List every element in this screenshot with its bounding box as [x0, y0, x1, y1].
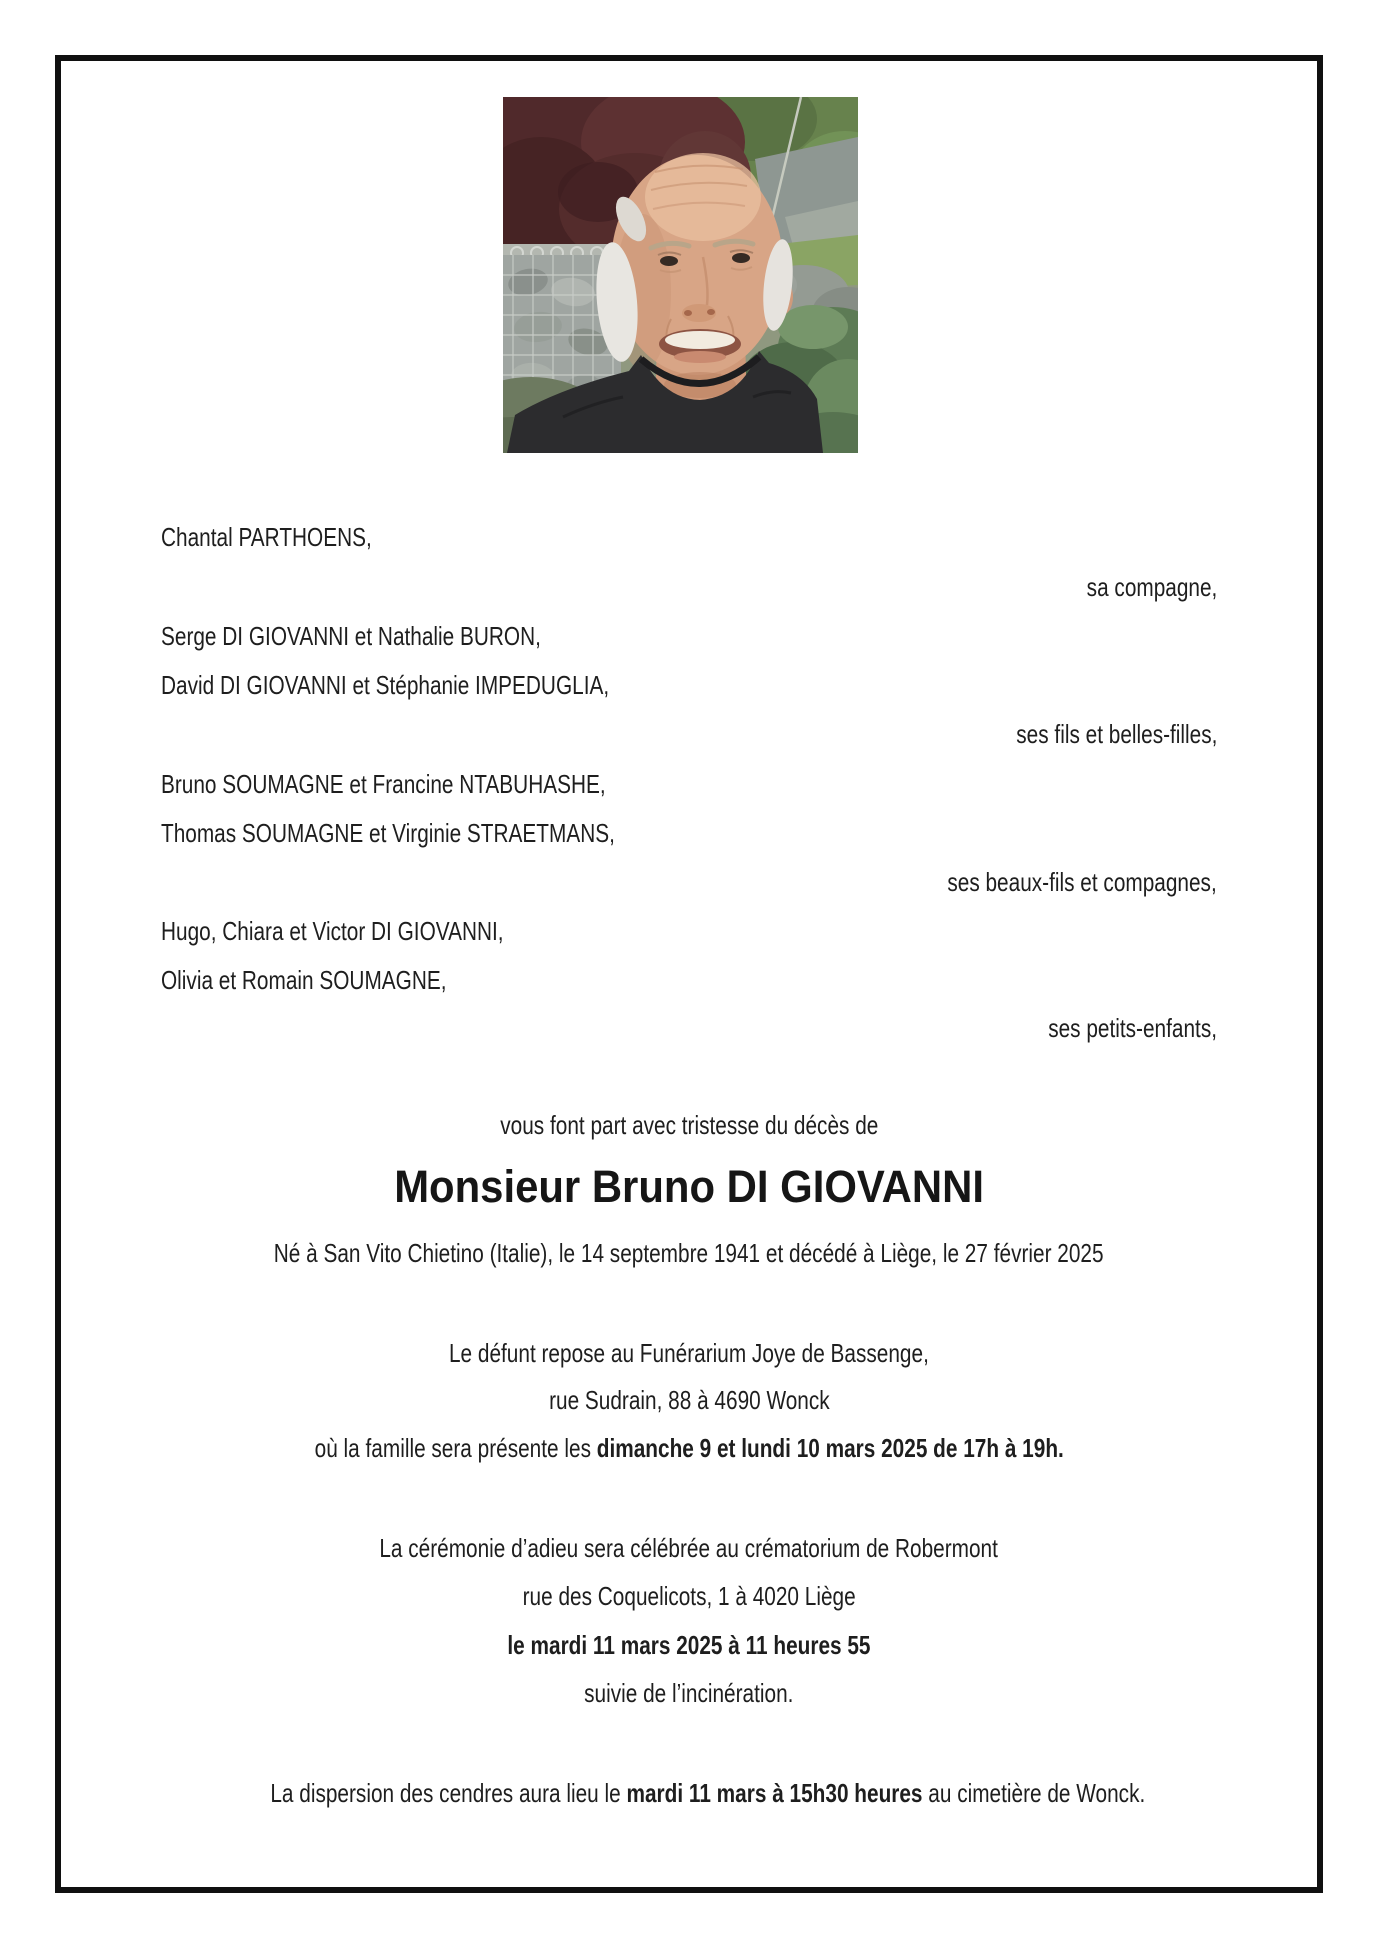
announcement-intro-text: vous font part avec tristesse du décès de: [499, 1110, 879, 1140]
family-line-3: [161, 669, 1217, 701]
relation-label-fils-text: ses fils et belles-filles,: [1015, 719, 1217, 749]
family-line-4-text: Bruno SOUMAGNE et Francine NTABUHASHE,: [161, 769, 606, 799]
ceremony-datetime-text: le mardi 11 mars 2025 à 11 heures 55: [507, 1630, 871, 1660]
cremation-note-text: suivie de l’incinération.: [584, 1678, 794, 1708]
repose-location-text: Le défunt repose au Funérarium Joye de Bassenge,: [449, 1338, 929, 1368]
family-line-1: [161, 521, 1217, 553]
life-dates-text: Né à San Vito Chietino (Italie), le 14 septembre 1941 et décédé à Liège, le 27 février 2025: [274, 1238, 1104, 1268]
visitation-times-prefix: où la famille sera présente les: [314, 1433, 597, 1463]
visitation-times-bold: dimanche 9 et lundi 10 mars 2025 de 17h à 19h.: [596, 1433, 1064, 1463]
visitation-times: [161, 1432, 1217, 1464]
family-line-7-text: Olivia et Romain SOUMAGNE,: [161, 965, 447, 995]
deceased-name: [161, 1161, 1217, 1213]
relation-label-compagne-text: sa compagne,: [1086, 572, 1217, 602]
family-line-2-text: Serge DI GIOVANNI et Nathalie BURON,: [161, 621, 541, 651]
deceased-name-text: Monsieur Bruno DI GIOVANNI: [394, 1161, 984, 1212]
family-line-6-text: Hugo, Chiara et Victor DI GIOVANNI,: [161, 916, 504, 946]
relation-label-beaux-fils-text: ses beaux-fils et compagnes,: [947, 867, 1217, 897]
ceremony-location-text: La cérémonie d’adieu sera célébrée au crématorium de Robermont: [379, 1533, 999, 1563]
repose-location: [161, 1337, 1217, 1369]
family-line-5: [161, 817, 1217, 849]
relation-label-compagne: [161, 571, 1217, 603]
cremation-note: [161, 1677, 1217, 1709]
life-dates: [161, 1237, 1217, 1269]
dispersion-bold: mardi 11 mars à 15h30 heures: [626, 1778, 923, 1808]
dispersion-prefix: La dispersion des cendres aura lieu le: [270, 1778, 627, 1808]
family-line-3-text: David DI GIOVANNI et Stéphanie IMPEDUGLIA,: [161, 670, 610, 700]
relation-label-fils: [161, 718, 1217, 750]
family-line-5-text: Thomas SOUMAGNE et Virginie STRAETMANS,: [161, 818, 615, 848]
family-line-7: [161, 964, 1217, 996]
family-line-4: [161, 768, 1217, 800]
family-line-2: [161, 620, 1217, 652]
relation-label-petits-enfants-text: ses petits-enfants,: [1048, 1013, 1217, 1043]
family-line-6: [161, 915, 1217, 947]
ceremony-datetime: [161, 1629, 1217, 1661]
dispersion-suffix: au cimetière de Wonck.: [922, 1778, 1146, 1808]
portrait-photo-illustration: [503, 97, 858, 453]
ceremony-address-text: rue des Coquelicots, 1 à 4020 Liège: [522, 1581, 856, 1611]
repose-address-text: rue Sudrain, 88 à 4690 Wonck: [548, 1385, 830, 1415]
ceremony-location: [161, 1532, 1217, 1564]
relation-label-beaux-fils: [161, 866, 1217, 898]
dispersion-line: [161, 1777, 1217, 1809]
repose-address: [161, 1384, 1217, 1416]
ceremony-address: [161, 1580, 1217, 1612]
family-line-1-text: Chantal PARTHOENS,: [161, 522, 372, 552]
portrait-photo: [503, 97, 858, 453]
relation-label-petits-enfants: [161, 1012, 1217, 1044]
announcement-intro: [161, 1109, 1217, 1141]
